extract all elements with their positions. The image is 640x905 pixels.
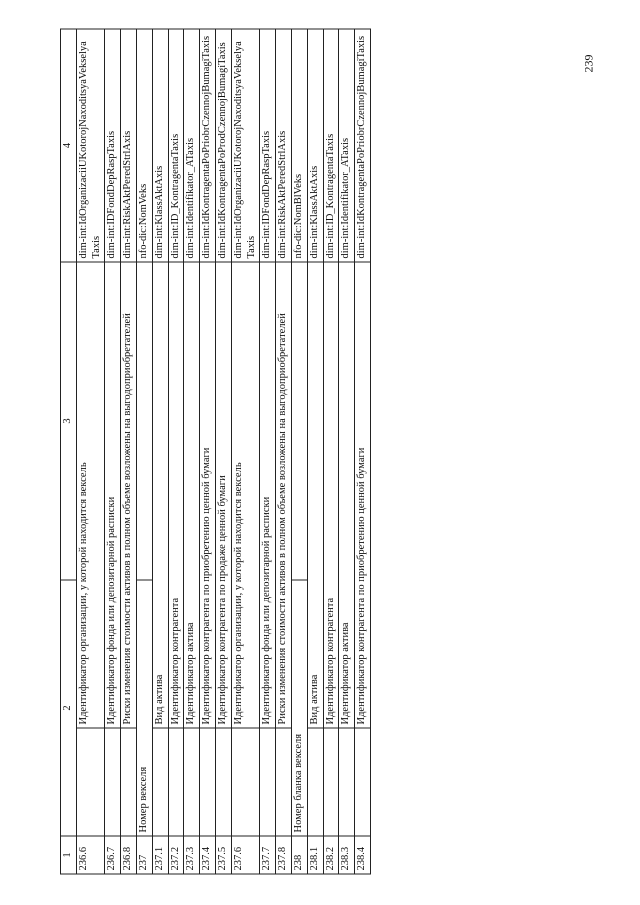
row-number-cell: 236.7 [105,836,121,874]
row-element-cell [215,728,231,836]
row-code-cell: dim-int:ID_KontragentaTaxis [323,29,339,262]
row-description-cell: Идентификатор контрагента по приобретению ценной бумаги [200,262,216,728]
row-number-cell: 238.3 [339,836,355,874]
header-col-4: 4 [61,29,77,262]
row-element-cell [260,728,276,836]
header-col-2: 2 [61,580,77,836]
row-description-cell: Идентификатор актива [184,262,200,728]
row-description-cell: Идентификатор организации, у которой находится вексель [76,262,105,728]
table-row [231,29,260,874]
table-row [168,29,184,874]
table-row [121,29,137,874]
row-element-cell [105,728,121,836]
row-description-cell [136,262,152,580]
table-row [291,29,307,874]
row-code-cell: dim-int:IdOrganizaciiUKotorojNaxoditsyaVekselya Taxis [76,29,105,262]
row-element-cell: Номер бланка векселя [291,580,307,836]
row-element-cell [76,728,105,836]
table-row [184,29,200,874]
table-row [200,29,216,874]
row-code-cell: dim-int:IDFondDepRaspTaxis [105,29,121,262]
row-description-cell: Вид актива [152,262,168,728]
row-code-cell: dim-int:KlassAktAxis [152,29,168,262]
row-number-cell: 237.8 [276,836,292,874]
row-element-cell [355,728,371,836]
page-number: 239 [581,54,596,73]
table-row [339,29,355,874]
row-description-cell: Вид актива [307,262,323,728]
row-description-cell: Идентификатор контрагента по приобретению ценной бумаги [355,262,371,728]
row-number-cell: 237.1 [152,836,168,874]
row-number-cell: 237 [136,836,152,874]
row-code-cell: dim-int:IdKontragentaPoProdCzennojBumagiTaxis [215,29,231,262]
table-row [260,29,276,874]
row-number-cell: 238.4 [355,836,371,874]
row-element-cell [184,728,200,836]
row-element-cell [307,728,323,836]
table-row [136,29,152,874]
header-col-3: 3 [61,262,77,580]
row-number-cell: 237.6 [231,836,260,874]
table-row [276,29,292,874]
header-row [61,29,77,874]
row-element-cell [323,728,339,836]
table-row [152,29,168,874]
row-number-cell: 237.7 [260,836,276,874]
row-code-cell: dim-int:Identifikator_ATaxis [339,29,355,262]
row-code-cell: nfo-dic:NomVeks [136,29,152,262]
table-row [105,29,121,874]
row-description-cell: Риски изменения стоимости активов в полном объеме возложены на выгодоприобретателей [121,262,137,728]
row-code-cell: dim-int:IdOrganizaciiUKotorojNaxoditsyaVekselya Taxis [231,29,260,262]
row-code-cell: dim-int:IDFondDepRaspTaxis [260,29,276,262]
row-element-cell: Номер векселя [136,580,152,836]
row-description-cell: Идентификатор фонда или депозитарной расписки [105,262,121,728]
row-description-cell: Риски изменения стоимости активов в полном объеме возложены на выгодоприобретателей [276,262,292,728]
row-element-cell [121,728,137,836]
row-description-cell: Идентификатор фонда или депозитарной расписки [260,262,276,728]
row-element-cell [339,728,355,836]
table-row [76,29,105,874]
header-col-1: 1 [61,836,77,874]
row-number-cell: 237.5 [215,836,231,874]
row-code-cell: dim-int:IdKontragentaPoPriobrCzennojBumagiTaxis [200,29,216,262]
row-code-cell: dim-int:IdKontragentaPoPriobrCzennojBumagiTaxis [355,29,371,262]
row-number-cell: 238.2 [323,836,339,874]
row-number-cell: 237.3 [184,836,200,874]
row-description-cell: Идентификатор контрагента по продаже ценной бумаги [215,262,231,728]
row-number-cell: 238.1 [307,836,323,874]
row-element-cell [152,728,168,836]
row-number-cell: 236.6 [76,836,105,874]
row-description-cell: Идентификатор организации, у которой находится вексель [231,262,260,728]
row-description-cell: Идентификатор контрагента [168,262,184,728]
row-code-cell: dim-int:Identifikator_ATaxis [184,29,200,262]
row-element-cell [200,728,216,836]
table-row [323,29,339,874]
row-code-cell: nfo-dic:NomBlVeks [291,29,307,262]
row-code-cell: dim-int:RiskAktPeredStrlAxis [121,29,137,262]
row-element-cell [168,728,184,836]
rotated-table-container [60,30,580,875]
taxonomy-table [60,29,371,875]
row-number-cell: 237.2 [168,836,184,874]
table-row [215,29,231,874]
row-description-cell: Идентификатор актива [339,262,355,728]
row-code-cell: dim-int:RiskAktPeredStrlAxis [276,29,292,262]
row-description-cell: Идентификатор контрагента [323,262,339,728]
row-number-cell: 238 [291,836,307,874]
row-element-cell [276,728,292,836]
table-row [307,29,323,874]
row-description-cell [291,262,307,580]
row-element-cell [231,728,260,836]
table-row [355,29,371,874]
row-number-cell: 236.8 [121,836,137,874]
row-number-cell: 237.4 [200,836,216,874]
row-code-cell: dim-int:ID_KontragentaTaxis [168,29,184,262]
row-code-cell: dim-int:KlassAktAxis [307,29,323,262]
